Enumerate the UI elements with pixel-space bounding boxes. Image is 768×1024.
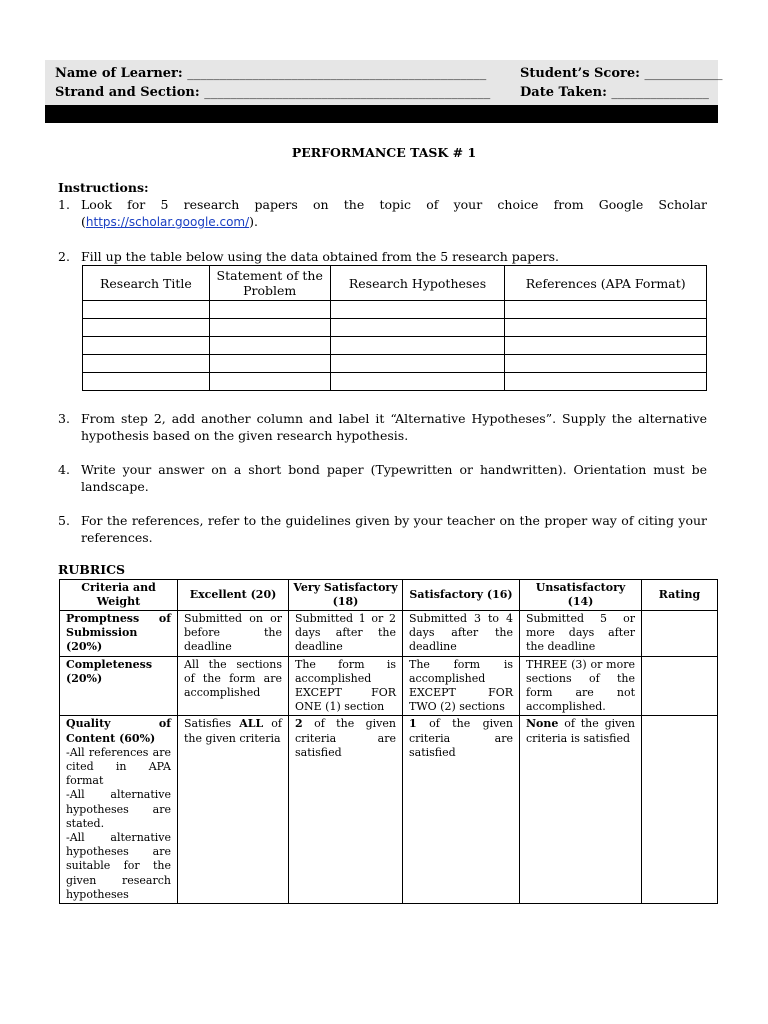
table-cell[interactable] [83, 319, 210, 337]
quality-rating[interactable] [642, 716, 718, 904]
rubrics-label: RUBRICS [58, 562, 126, 577]
quality-very-b: of the given criteria are satisfied [295, 717, 396, 759]
rating-header: Rating [642, 580, 718, 611]
table-cell[interactable] [209, 319, 330, 337]
strand-section-line [55, 85, 490, 100]
header-divider-bar [45, 105, 718, 123]
step-2-text: Fill up the table below using the data obtained from the 5 research papers. [81, 249, 559, 264]
promptness-unsatisfactory: Submitted 5 or more days after the deadline [520, 611, 642, 657]
satisfactory-header: Satisfactory (16) [403, 580, 520, 611]
criteria-item: -All alternative hypotheses are stated. [66, 788, 171, 830]
table-cell[interactable] [83, 355, 210, 373]
date-taken-blank[interactable]: _______________ [611, 85, 709, 100]
completeness-excellent: All the sections of the form are accomplished [178, 656, 289, 716]
table-row [83, 355, 707, 373]
table-cell[interactable] [209, 355, 330, 373]
rubrics-table [59, 579, 718, 904]
excellent-header: Excellent (20) [178, 580, 289, 611]
very-satisfactory-header: Very Satisfactory (18) [289, 580, 403, 611]
criteria-item: -All alternative hypotheses are suitable for the given research hypotheses [66, 831, 171, 901]
quality-excellent-b: ALL [239, 717, 264, 731]
promptness-satisfactory: Submitted 3 to 4 days after the deadline [403, 611, 520, 657]
table-row [83, 373, 707, 391]
table-cell[interactable] [505, 301, 707, 319]
instructions-label: Instructions: [58, 180, 149, 195]
step-2-number: 2. [58, 249, 70, 264]
promptness-very-satisfactory: Submitted 1 or 2 days after the deadline [289, 611, 403, 657]
completeness-satisfactory: The form is accomplished EXCEPT FOR TWO (2) sections [403, 656, 520, 716]
table-cell[interactable] [505, 337, 707, 355]
criteria-completeness: Completeness (20%) [60, 656, 178, 716]
step-3-text: From step 2, add another column and label it “Alternative Hypotheses”. Supply the alternative hypothesis based on the given research hypothesis. [81, 411, 707, 443]
date-taken-label: Date Taken: [520, 85, 607, 100]
strand-section-label: Strand and Section: [55, 85, 200, 100]
strand-section-blank[interactable]: ____________________________________________ [204, 85, 491, 100]
step-5-number: 5. [58, 513, 70, 528]
table-cell[interactable] [209, 337, 330, 355]
research-title-header: Research Title [83, 266, 210, 301]
completeness-unsatisfactory: THREE (3) or more sections of the form are not accomplished. [520, 656, 642, 716]
table-row [83, 319, 707, 337]
table-cell[interactable] [330, 337, 505, 355]
page-title: PERFORMANCE TASK # 1 [291, 145, 477, 160]
quality-sat-b: of the given criteria are satisfied [409, 717, 513, 759]
criteria-quality-title: Quality of Content (60%) [66, 717, 171, 745]
table-cell[interactable] [209, 301, 330, 319]
step-1-number: 1. [58, 197, 70, 212]
table-cell[interactable] [83, 301, 210, 319]
quality-unsat-a: None [526, 717, 559, 731]
research-table [82, 265, 707, 391]
step-4-number: 4. [58, 462, 70, 477]
completeness-rating[interactable] [642, 656, 718, 716]
criteria-promptness: Promptness of Submission (20%) [60, 611, 178, 657]
quality-unsat-b: of the given criteria is satisfied [526, 717, 635, 745]
unsatisfactory-header: Unsatisfactory (14) [520, 580, 642, 611]
table-row [60, 611, 718, 657]
student-score-label: Student’s Score: [520, 66, 640, 81]
table-cell[interactable] [330, 355, 505, 373]
quality-excellent-c: of the given criteria [184, 717, 282, 745]
table-row [83, 301, 707, 319]
learner-name-line [55, 66, 486, 81]
quality-satisfactory [403, 716, 520, 904]
student-score-blank[interactable]: ____________ [644, 66, 723, 81]
table-cell[interactable] [505, 319, 707, 337]
table-cell[interactable] [83, 373, 210, 391]
google-scholar-link[interactable]: https://scholar.google.com/ [85, 215, 250, 229]
quality-excellent-a: Satisfies [184, 717, 240, 731]
date-taken-line [520, 85, 709, 100]
rubrics-header-row [60, 580, 718, 611]
table-cell[interactable] [330, 319, 505, 337]
step-1-text-b: ). [249, 214, 259, 229]
table-cell[interactable] [209, 373, 330, 391]
table-cell[interactable] [330, 301, 505, 319]
promptness-rating[interactable] [642, 611, 718, 657]
criteria-quality [60, 716, 178, 904]
research-hypotheses-header: Research Hypotheses [330, 266, 505, 301]
table-row [60, 656, 718, 716]
table-cell[interactable] [505, 373, 707, 391]
table-cell[interactable] [83, 337, 210, 355]
quality-very-satisfactory [289, 716, 403, 904]
criteria-item: -All references are cited in APA format [66, 745, 171, 788]
step-3-number: 3. [58, 411, 70, 426]
step-1-text [81, 196, 707, 231]
learner-name-blank[interactable]: ______________________________________________ [187, 66, 487, 81]
student-score-line [520, 66, 722, 81]
promptness-excellent: Submitted on or before the deadline [178, 611, 289, 657]
references-header: References (APA Format) [505, 266, 707, 301]
criteria-header: Criteria and Weight [60, 580, 178, 611]
table-cell[interactable] [330, 373, 505, 391]
quality-sat-a: 1 [409, 717, 417, 731]
table-cell[interactable] [505, 355, 707, 373]
completeness-very-satisfactory: The form is accomplished EXCEPT FOR ONE (1) section [289, 656, 403, 716]
quality-very-a: 2 [295, 717, 303, 731]
learner-name-label: Name of Learner: [55, 66, 183, 81]
quality-excellent [178, 716, 289, 904]
step-4-text: Write your answer on a short bond paper (Typewritten or handwritten). Orientation must be landscape. [81, 462, 707, 494]
step-1-text-a: Look for 5 research papers on the topic of your choice from Google Scholar ( [81, 197, 707, 229]
step-5-text: For the references, refer to the guidelines given by your teacher on the proper way of citing your references. [81, 513, 707, 545]
table-row [83, 337, 707, 355]
table-row [60, 716, 718, 904]
quality-unsatisfactory [520, 716, 642, 904]
research-table-header-row [83, 266, 707, 301]
statement-of-problem-header: Statement of the Problem [209, 266, 330, 301]
